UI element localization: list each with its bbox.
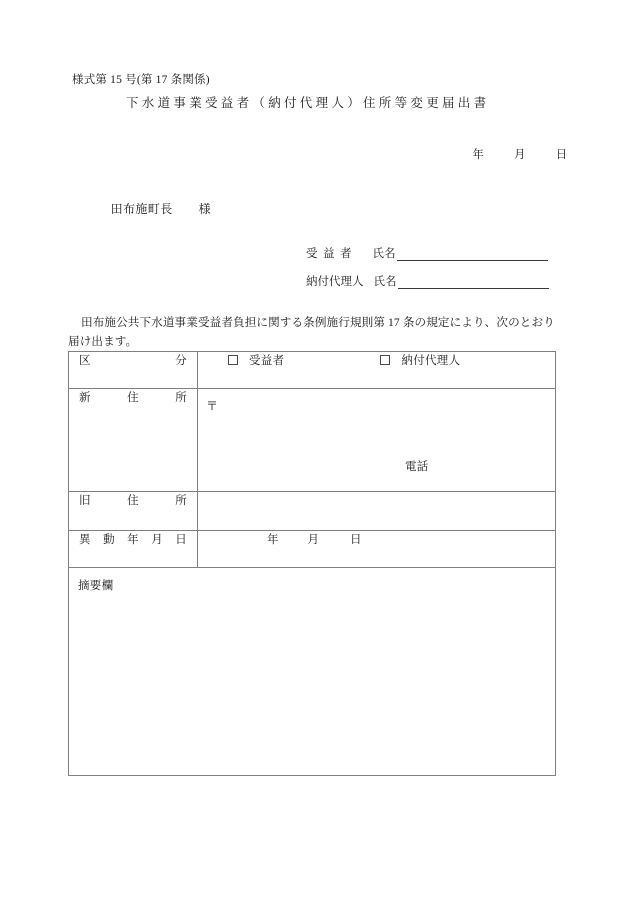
- signature-payment-agent: [306, 273, 549, 289]
- row-label-classification: 区分: [79, 355, 187, 367]
- signature-name-field[interactable]: [398, 276, 549, 289]
- postal-mark-icon: 〒: [206, 399, 219, 413]
- date-line: [432, 138, 567, 173]
- signature-role-label: 納付代理人: [306, 276, 364, 288]
- checkbox-beneficiary[interactable]: [228, 352, 284, 368]
- new-address-cell[interactable]: [198, 389, 556, 492]
- form-number: 様式第 15 号(第 17 条関係): [72, 74, 210, 86]
- telephone-label: 電話: [405, 461, 429, 473]
- date-day-label: 日: [555, 148, 568, 161]
- body-paragraph: 田布施公共下水道事業受益者負担に関する条例施行規則第 17 条の規定により、次のとおり届け出ます。: [68, 316, 555, 348]
- page-title: 下水道事業受益者（納付代理人）住所等変更届出書: [126, 96, 490, 110]
- form-table: [68, 351, 556, 776]
- table-row-classification: [69, 352, 556, 389]
- change-date-month-label: 月: [307, 534, 319, 546]
- signature-name-label: 氏名: [372, 248, 396, 260]
- change-date-year-label: 年: [267, 534, 279, 546]
- change-date-cell[interactable]: [198, 531, 556, 568]
- signature-name-field[interactable]: [397, 248, 548, 261]
- table-row-new-address: [69, 389, 556, 492]
- checkbox-label: 受益者: [249, 355, 285, 367]
- addressee-honorific: 様: [198, 202, 212, 216]
- row-label-new-address: 新住所: [79, 392, 187, 404]
- row-label-change-date: 異動年月日: [79, 534, 187, 546]
- checkbox-payment-agent[interactable]: [380, 352, 460, 368]
- addressee: [97, 191, 211, 227]
- remarks-cell[interactable]: [69, 568, 556, 776]
- checkbox-group: [198, 352, 555, 368]
- signature-role-label: 受益者: [306, 248, 357, 260]
- signature-name-label: 氏名: [373, 276, 397, 288]
- change-date-day-label: 日: [350, 534, 362, 546]
- old-address-cell[interactable]: [198, 492, 556, 531]
- row-label-remarks: 摘要欄: [78, 580, 114, 592]
- table-row-remarks: [69, 568, 556, 776]
- row-label-old-address: 旧住所: [79, 495, 187, 507]
- change-date-fields: [198, 531, 555, 547]
- row-label-cell: [69, 492, 198, 531]
- checkbox-icon[interactable]: [228, 355, 238, 365]
- date-month-label: 月: [514, 148, 526, 161]
- row-label-cell: [69, 389, 198, 492]
- signature-beneficiary: [306, 245, 548, 261]
- checkbox-icon[interactable]: [380, 355, 390, 365]
- checkbox-label: 納付代理人: [401, 355, 461, 367]
- table-row-change-date: [69, 531, 556, 568]
- addressee-name: 田布施町長: [110, 202, 173, 216]
- table-row-old-address: [69, 492, 556, 531]
- date-year-label: 年: [472, 148, 485, 161]
- row-label-cell: [69, 531, 198, 568]
- row-label-cell: [69, 352, 198, 389]
- classification-cell: [198, 352, 556, 389]
- new-address-content: [198, 389, 555, 491]
